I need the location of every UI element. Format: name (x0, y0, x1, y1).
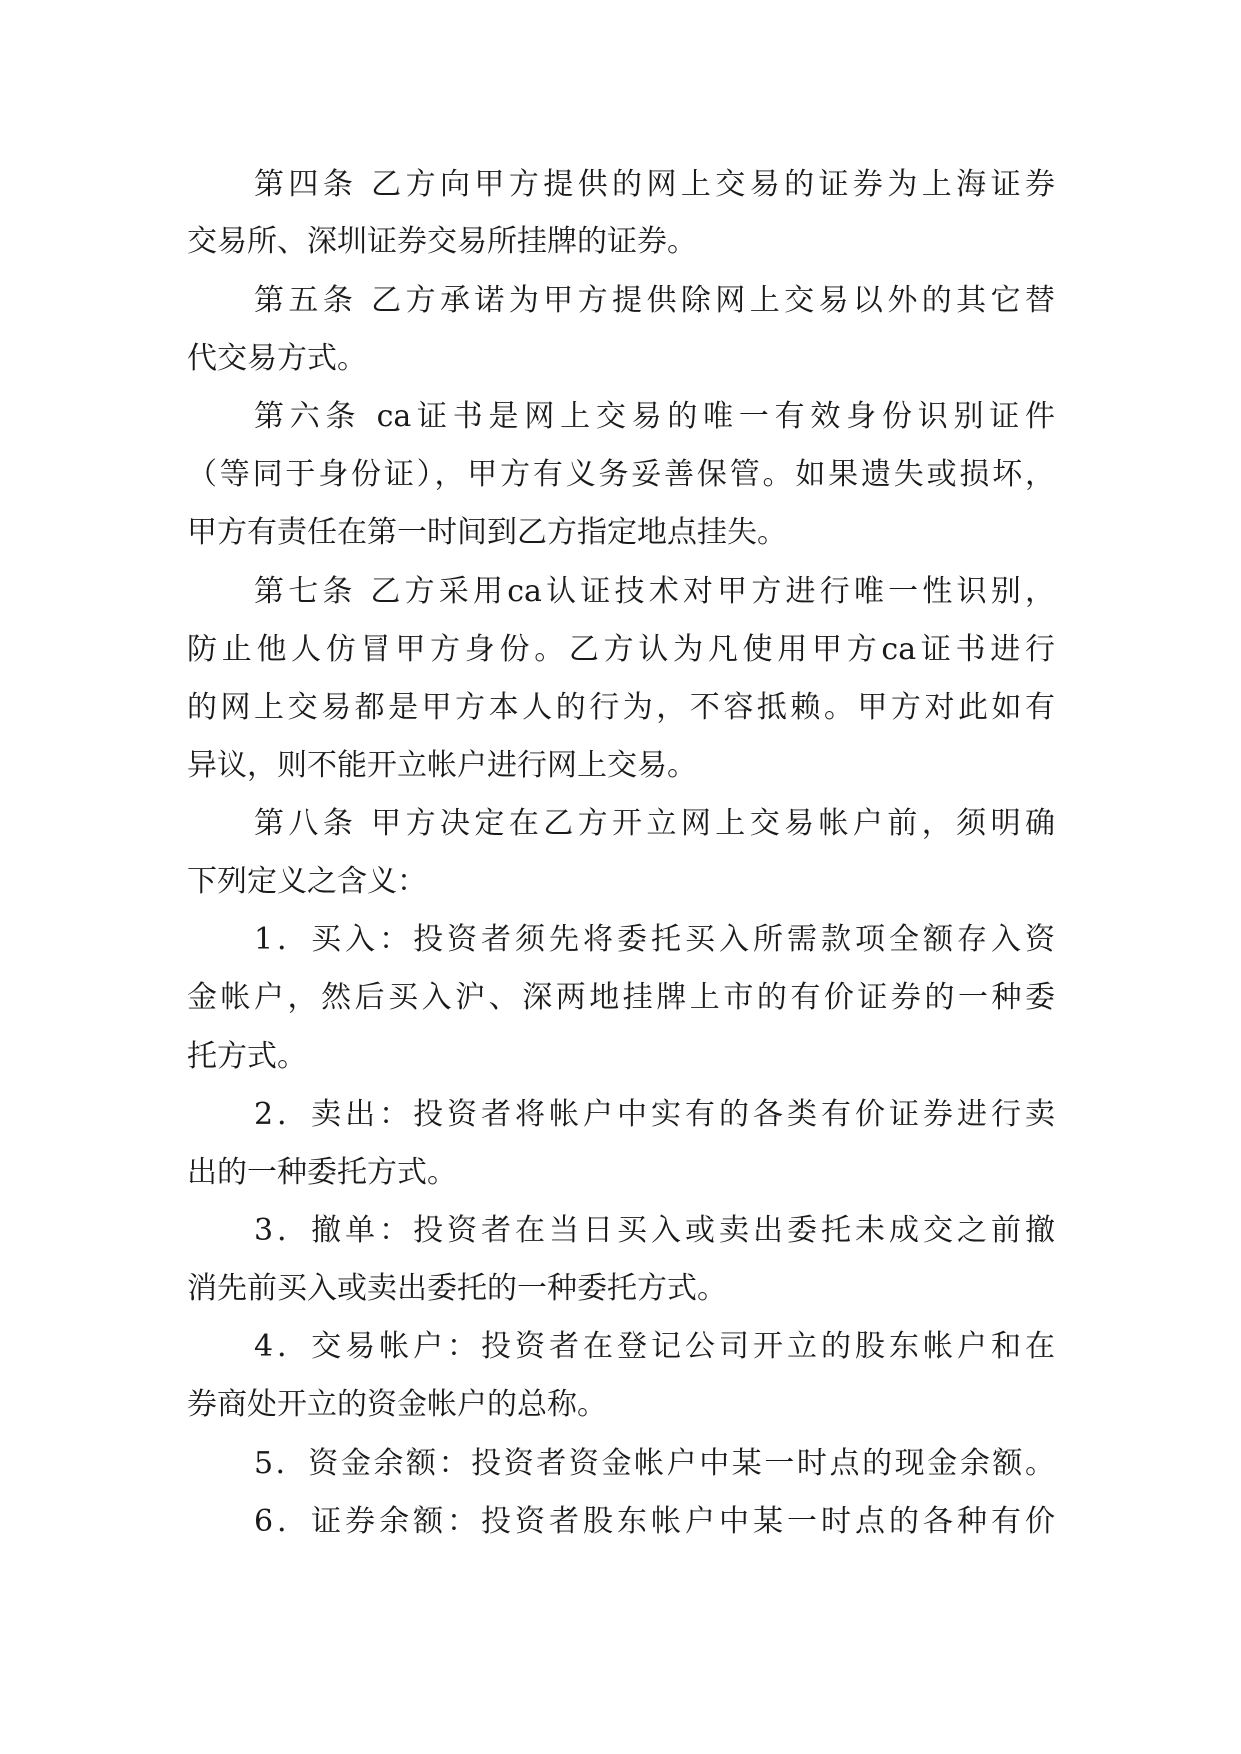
clause-5-line-2: 代交易方式。 (187, 341, 367, 376)
clause-7-line-1: 第七条 乙方采用ca认证技术对甲方进行唯一性识别， (254, 574, 1055, 609)
definition-4-line-2: 券商处开立的资金帐户的总称。 (187, 1387, 607, 1422)
definition-1-line-3: 托方式。 (187, 1039, 307, 1074)
definition-4-line-1: 4．交易帐户：投资者在登记公司开立的股东帐户和在 (254, 1329, 1055, 1364)
clause-6-line-2: （等同于身份证），甲方有义务妥善保管。如果遗失或损坏， (187, 457, 1055, 492)
clause-7-line-2: 防止他人仿冒甲方身份。乙方认为凡使用甲方ca证书进行 (187, 632, 1055, 667)
definition-1-line-1: 1．买入：投资者须先将委托买入所需款项全额存入资 (254, 922, 1055, 957)
definition-5-line-1: 5．资金余额：投资者资金帐户中某一时点的现金余额。 (254, 1446, 1055, 1481)
clause-4-line-1: 第四条 乙方向甲方提供的网上交易的证券为上海证券 (254, 167, 1055, 202)
clause-4-line-2: 交易所、深圳证券交易所挂牌的证券。 (187, 224, 697, 259)
clause-8-line-2: 下列定义之含义： (187, 864, 427, 899)
definition-1-line-2: 金帐户，然后买入沪、深两地挂牌上市的有价证券的一种委 (187, 980, 1055, 1015)
clause-5-line-1: 第五条 乙方承诺为甲方提供除网上交易以外的其它替 (254, 283, 1055, 318)
clause-7-line-3: 的网上交易都是甲方本人的行为，不容抵赖。甲方对此如有 (187, 690, 1055, 725)
definition-2-line-2: 出的一种委托方式。 (187, 1155, 457, 1190)
definition-3-line-1: 3．撤单：投资者在当日买入或卖出委托未成交之前撤 (254, 1213, 1055, 1248)
definition-2-line-1: 2．卖出：投资者将帐户中实有的各类有价证券进行卖 (254, 1097, 1055, 1132)
clause-7-line-4: 异议，则不能开立帐户进行网上交易。 (187, 748, 697, 783)
definition-3-line-2: 消先前买入或卖出委托的一种委托方式。 (187, 1271, 727, 1306)
clause-8-line-1: 第八条 甲方决定在乙方开立网上交易帐户前，须明确 (254, 806, 1055, 841)
clause-6-line-3: 甲方有责任在第一时间到乙方指定地点挂失。 (187, 515, 787, 550)
clause-6-line-1: 第六条 ca证书是网上交易的唯一有效身份识别证件 (254, 399, 1055, 434)
definition-6-line-1: 6．证券余额：投资者股东帐户中某一时点的各种有价 (254, 1504, 1055, 1539)
